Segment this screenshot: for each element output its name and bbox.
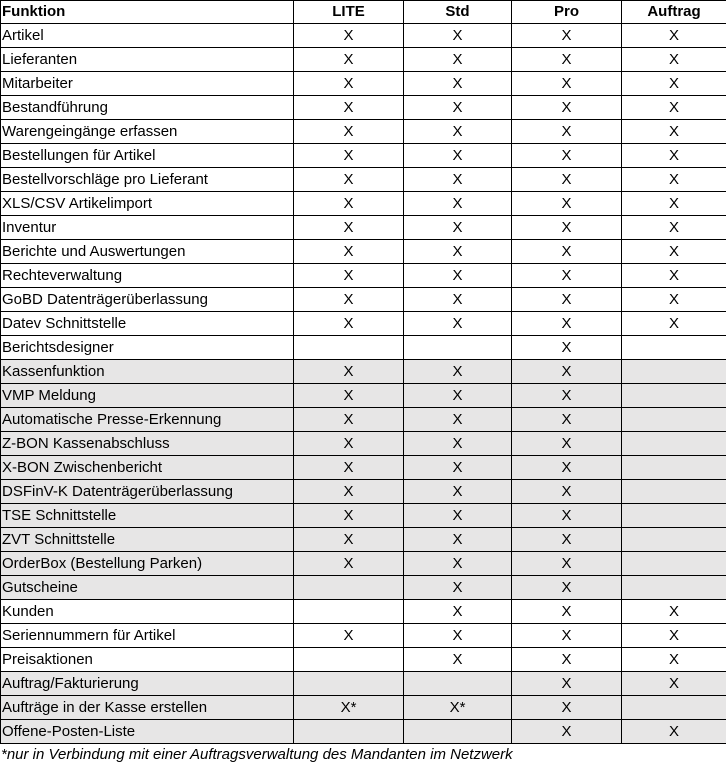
- table-row: [1, 24, 726, 48]
- mark-cell-std: X: [404, 240, 512, 264]
- table-row: [1, 120, 726, 144]
- mark-cell-auftrag: X: [622, 24, 726, 48]
- feature-name-cell: Preisaktionen: [1, 648, 294, 672]
- mark-cell-lite: X: [294, 360, 404, 384]
- table-row: [1, 720, 726, 744]
- feature-name-cell: Warengeingänge erfassen: [1, 120, 294, 144]
- feature-name-cell: Bestandführung: [1, 96, 294, 120]
- mark-cell-lite: X: [294, 432, 404, 456]
- mark-cell-lite: [294, 600, 404, 624]
- table-row: [1, 192, 726, 216]
- mark-cell-std: X: [404, 264, 512, 288]
- mark-cell-std: X: [404, 576, 512, 600]
- table-row: [1, 528, 726, 552]
- feature-name-cell: Z-BON Kassenabschluss: [1, 432, 294, 456]
- mark-cell-auftrag: [622, 384, 726, 408]
- mark-cell-auftrag: X: [622, 120, 726, 144]
- footnote: *nur in Verbindung mit einer Auftragsverwaltung des Mandanten im Netzwerk: [1, 746, 513, 763]
- mark-cell-pro: X: [512, 576, 622, 600]
- mark-cell-std: X: [404, 168, 512, 192]
- table-row: [1, 552, 726, 576]
- mark-cell-lite: X: [294, 456, 404, 480]
- mark-cell-auftrag: X: [622, 672, 726, 696]
- mark-cell-std: [404, 336, 512, 360]
- mark-cell-auftrag: X: [622, 720, 726, 744]
- table-row: [1, 312, 726, 336]
- table-row: [1, 696, 726, 720]
- mark-cell-lite: [294, 720, 404, 744]
- mark-cell-std: X: [404, 624, 512, 648]
- feature-name-cell: DSFinV-K Datenträgerüberlassung: [1, 480, 294, 504]
- table-row: [1, 432, 726, 456]
- feature-name-cell: Auftrag/Fakturierung: [1, 672, 294, 696]
- mark-cell-pro: X: [512, 312, 622, 336]
- mark-cell-lite: X: [294, 120, 404, 144]
- mark-cell-auftrag: X: [622, 624, 726, 648]
- table-body: [1, 24, 726, 744]
- mark-cell-auftrag: X: [622, 264, 726, 288]
- mark-cell-pro: X: [512, 264, 622, 288]
- table-row: [1, 384, 726, 408]
- mark-cell-auftrag: X: [622, 192, 726, 216]
- mark-cell-pro: X: [512, 192, 622, 216]
- mark-cell-pro: X: [512, 648, 622, 672]
- mark-cell-std: X: [404, 432, 512, 456]
- table-row: [1, 240, 726, 264]
- mark-cell-std: X: [404, 456, 512, 480]
- mark-cell-std: X: [404, 312, 512, 336]
- mark-cell-lite: X: [294, 408, 404, 432]
- mark-cell-auftrag: X: [622, 216, 726, 240]
- mark-cell-std: X: [404, 552, 512, 576]
- mark-cell-pro: X: [512, 240, 622, 264]
- mark-cell-std: X: [404, 528, 512, 552]
- mark-cell-lite: X: [294, 216, 404, 240]
- mark-cell-pro: X: [512, 672, 622, 696]
- feature-name-cell: Berichte und Auswertungen: [1, 240, 294, 264]
- table-row: [1, 216, 726, 240]
- mark-cell-pro: X: [512, 360, 622, 384]
- mark-cell-lite: X: [294, 480, 404, 504]
- mark-cell-auftrag: X: [622, 72, 726, 96]
- mark-cell-auftrag: [622, 576, 726, 600]
- mark-cell-auftrag: X: [622, 48, 726, 72]
- mark-cell-pro: X: [512, 696, 622, 720]
- mark-cell-lite: X: [294, 312, 404, 336]
- mark-cell-lite: [294, 336, 404, 360]
- mark-cell-lite: X: [294, 264, 404, 288]
- mark-cell-std: X*: [404, 696, 512, 720]
- header-funktion: Funktion: [1, 1, 294, 24]
- header-pro: Pro: [512, 1, 622, 24]
- mark-cell-pro: X: [512, 528, 622, 552]
- mark-cell-lite: X: [294, 96, 404, 120]
- mark-cell-std: X: [404, 24, 512, 48]
- feature-name-cell: Inventur: [1, 216, 294, 240]
- feature-name-cell: Aufträge in der Kasse erstellen: [1, 696, 294, 720]
- table-row: [1, 264, 726, 288]
- table-row: [1, 360, 726, 384]
- mark-cell-lite: X: [294, 552, 404, 576]
- mark-cell-pro: X: [512, 96, 622, 120]
- feature-name-cell: Offene-Posten-Liste: [1, 720, 294, 744]
- mark-cell-pro: X: [512, 720, 622, 744]
- mark-cell-lite: [294, 576, 404, 600]
- mark-cell-auftrag: X: [622, 144, 726, 168]
- header-row: [1, 1, 726, 24]
- mark-cell-std: X: [404, 360, 512, 384]
- feature-name-cell: VMP Meldung: [1, 384, 294, 408]
- mark-cell-auftrag: X: [622, 168, 726, 192]
- feature-name-cell: GoBD Datenträgerüberlassung: [1, 288, 294, 312]
- mark-cell-std: X: [404, 192, 512, 216]
- mark-cell-auftrag: X: [622, 240, 726, 264]
- mark-cell-std: X: [404, 600, 512, 624]
- table-row: [1, 48, 726, 72]
- mark-cell-lite: X*: [294, 696, 404, 720]
- mark-cell-pro: X: [512, 504, 622, 528]
- mark-cell-std: X: [404, 96, 512, 120]
- feature-name-cell: Berichtsdesigner: [1, 336, 294, 360]
- mark-cell-lite: X: [294, 72, 404, 96]
- mark-cell-lite: X: [294, 192, 404, 216]
- mark-cell-std: [404, 720, 512, 744]
- mark-cell-std: X: [404, 480, 512, 504]
- mark-cell-auftrag: [622, 504, 726, 528]
- feature-name-cell: Artikel: [1, 24, 294, 48]
- mark-cell-pro: X: [512, 336, 622, 360]
- mark-cell-pro: X: [512, 408, 622, 432]
- mark-cell-auftrag: X: [622, 600, 726, 624]
- table-row: [1, 288, 726, 312]
- header-lite: LITE: [294, 1, 404, 24]
- mark-cell-auftrag: X: [622, 312, 726, 336]
- mark-cell-std: X: [404, 384, 512, 408]
- mark-cell-auftrag: [622, 456, 726, 480]
- mark-cell-auftrag: [622, 360, 726, 384]
- mark-cell-auftrag: [622, 336, 726, 360]
- mark-cell-std: X: [404, 120, 512, 144]
- mark-cell-pro: X: [512, 48, 622, 72]
- mark-cell-lite: X: [294, 240, 404, 264]
- table-row: [1, 72, 726, 96]
- mark-cell-pro: X: [512, 384, 622, 408]
- feature-name-cell: Kunden: [1, 600, 294, 624]
- mark-cell-auftrag: X: [622, 288, 726, 312]
- mark-cell-auftrag: [622, 696, 726, 720]
- feature-name-cell: Bestellvorschläge pro Lieferant: [1, 168, 294, 192]
- table-row: [1, 408, 726, 432]
- mark-cell-lite: X: [294, 384, 404, 408]
- table-row: [1, 576, 726, 600]
- feature-name-cell: OrderBox (Bestellung Parken): [1, 552, 294, 576]
- mark-cell-lite: X: [294, 48, 404, 72]
- mark-cell-lite: X: [294, 528, 404, 552]
- table-row: [1, 480, 726, 504]
- mark-cell-lite: X: [294, 288, 404, 312]
- table-row: [1, 624, 726, 648]
- mark-cell-auftrag: [622, 480, 726, 504]
- mark-cell-pro: X: [512, 432, 622, 456]
- mark-cell-std: X: [404, 216, 512, 240]
- feature-name-cell: ZVT Schnittstelle: [1, 528, 294, 552]
- feature-name-cell: Rechteverwaltung: [1, 264, 294, 288]
- mark-cell-std: X: [404, 144, 512, 168]
- mark-cell-lite: [294, 672, 404, 696]
- mark-cell-auftrag: [622, 432, 726, 456]
- mark-cell-auftrag: X: [622, 648, 726, 672]
- mark-cell-pro: X: [512, 216, 622, 240]
- mark-cell-auftrag: [622, 528, 726, 552]
- mark-cell-pro: X: [512, 144, 622, 168]
- feature-name-cell: Datev Schnittstelle: [1, 312, 294, 336]
- feature-name-cell: Seriennummern für Artikel: [1, 624, 294, 648]
- feature-name-cell: XLS/CSV Artikelimport: [1, 192, 294, 216]
- mark-cell-auftrag: [622, 408, 726, 432]
- mark-cell-pro: X: [512, 168, 622, 192]
- mark-cell-std: X: [404, 288, 512, 312]
- mark-cell-std: [404, 672, 512, 696]
- mark-cell-pro: X: [512, 480, 622, 504]
- table-row: [1, 672, 726, 696]
- feature-name-cell: X-BON Zwischenbericht: [1, 456, 294, 480]
- feature-name-cell: Automatische Presse-Erkennung: [1, 408, 294, 432]
- mark-cell-lite: X: [294, 168, 404, 192]
- mark-cell-std: X: [404, 504, 512, 528]
- mark-cell-pro: X: [512, 600, 622, 624]
- mark-cell-pro: X: [512, 624, 622, 648]
- mark-cell-pro: X: [512, 72, 622, 96]
- mark-cell-pro: X: [512, 24, 622, 48]
- mark-cell-std: X: [404, 48, 512, 72]
- table-row: [1, 504, 726, 528]
- mark-cell-lite: [294, 648, 404, 672]
- mark-cell-pro: X: [512, 120, 622, 144]
- mark-cell-pro: X: [512, 288, 622, 312]
- feature-name-cell: Gutscheine: [1, 576, 294, 600]
- mark-cell-std: X: [404, 648, 512, 672]
- feature-name-cell: Mitarbeiter: [1, 72, 294, 96]
- header-std: Std: [404, 1, 512, 24]
- mark-cell-std: X: [404, 72, 512, 96]
- table-row: [1, 600, 726, 624]
- table-row: [1, 168, 726, 192]
- table-row: [1, 96, 726, 120]
- table-row: [1, 336, 726, 360]
- feature-name-cell: TSE Schnittstelle: [1, 504, 294, 528]
- table-row: [1, 648, 726, 672]
- table-row: [1, 144, 726, 168]
- mark-cell-pro: X: [512, 456, 622, 480]
- mark-cell-auftrag: [622, 552, 726, 576]
- header-auftrag: Auftrag: [622, 1, 726, 24]
- mark-cell-auftrag: X: [622, 96, 726, 120]
- mark-cell-lite: X: [294, 624, 404, 648]
- mark-cell-lite: X: [294, 144, 404, 168]
- table-row: [1, 456, 726, 480]
- feature-name-cell: Bestellungen für Artikel: [1, 144, 294, 168]
- mark-cell-std: X: [404, 408, 512, 432]
- feature-name-cell: Kassenfunktion: [1, 360, 294, 384]
- mark-cell-lite: X: [294, 504, 404, 528]
- mark-cell-lite: X: [294, 24, 404, 48]
- mark-cell-pro: X: [512, 552, 622, 576]
- feature-name-cell: Lieferanten: [1, 48, 294, 72]
